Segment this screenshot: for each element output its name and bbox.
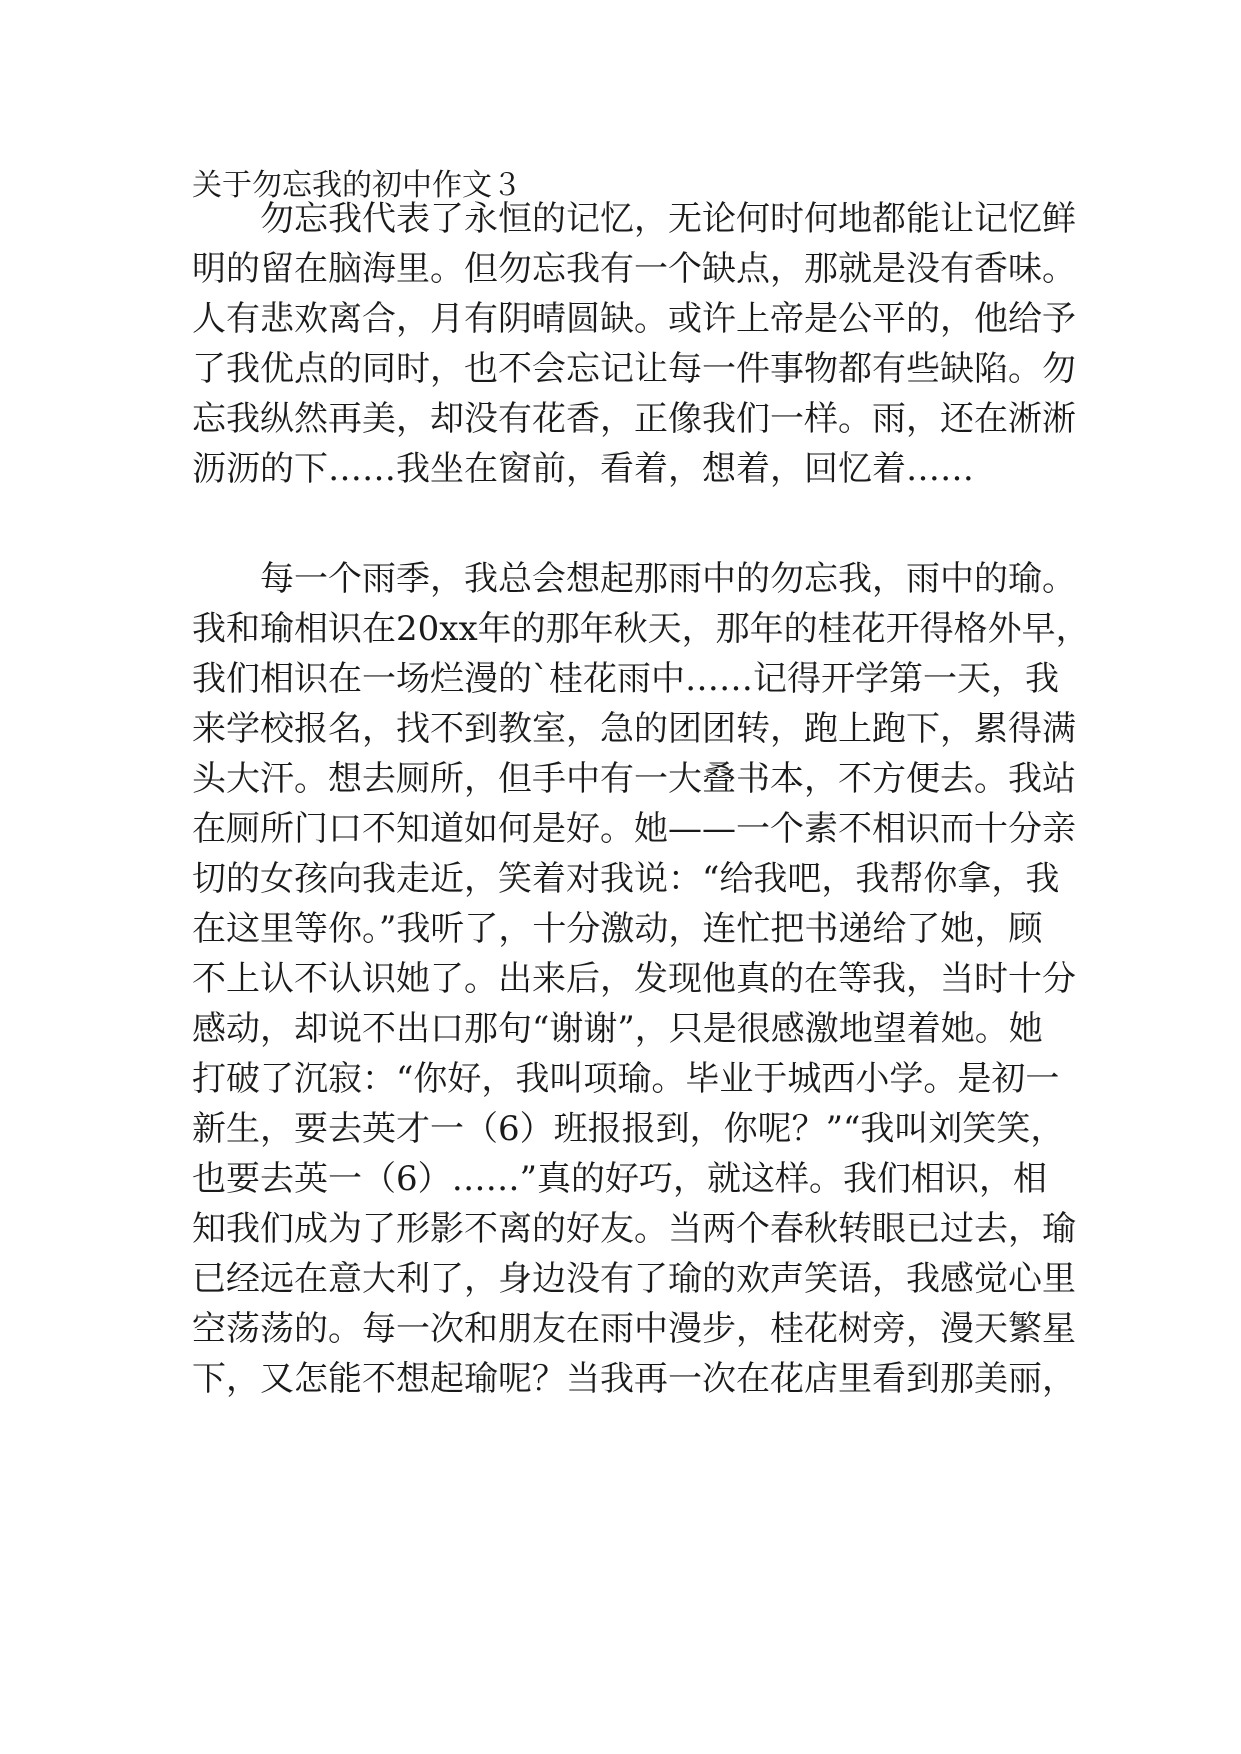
- paragraph-line: 空荡荡的。每一次和朋友在雨中漫步，桂花树旁，漫天繁星: [192, 1309, 1076, 1349]
- paragraph-line: 新生，要去英才一（6）班报报到，你呢？”“我叫刘笑笑，: [192, 1109, 1065, 1149]
- paragraph-line: 了我优点的同时，也不会忘记让每一件事物都有些缺陷。勿: [192, 349, 1076, 389]
- paragraph-line: 切的女孩向我走近，笑着对我说：“给我吧，我帮你拿，我: [192, 859, 1060, 899]
- paragraph-line: 忘我纵然再美，却没有花香，正像我们一样。雨，还在淅淅: [192, 399, 1076, 439]
- paragraph-line: 每一个雨季，我总会想起那雨中的勿忘我，雨中的瑜。: [260, 559, 1076, 599]
- paragraph-line: 已经远在意大利了，身边没有了瑜的欢声笑语，我感觉心里: [192, 1259, 1076, 1299]
- paragraph-line: 不上认不认识她了。出来后，发现他真的在等我，当时十分: [192, 959, 1076, 999]
- paragraph-line: 人有悲欢离合，月有阴晴圆缺。或许上帝是公平的，他给予: [192, 299, 1076, 339]
- paragraph-line: 我们相识在一场烂漫的`桂花雨中……记得开学第一天，我: [192, 659, 1059, 699]
- paragraph-line: 沥沥的下……我坐在窗前，看着，想着，回忆着……: [192, 449, 974, 489]
- paragraph-line: 下，又怎能不想起瑜呢？当我再一次在花店里看到那美丽，: [192, 1359, 1076, 1399]
- paragraph-line: 打破了沉寂：“你好，我叫项瑜。毕业于城西小学。是初一: [192, 1059, 1060, 1099]
- paragraph-line: 明的留在脑海里。但勿忘我有一个缺点，那就是没有香味。: [192, 249, 1076, 289]
- paragraph-line: 头大汗。想去厕所，但手中有一大叠书本，不方便去。我站: [192, 759, 1076, 799]
- paragraph-line: 在这里等你。”我听了，十分激动，连忙把书递给了她，顾: [192, 909, 1043, 949]
- paragraph-line: 来学校报名，找不到教室，急的团团转，跑上跑下，累得满: [192, 709, 1076, 749]
- paragraph-line: 也要去英一（6）……”真的好巧，就这样。我们相识，相: [192, 1159, 1048, 1199]
- document-title: 关于勿忘我的初中作文３: [192, 168, 522, 203]
- paragraph-line: 知我们成为了形影不离的好友。当两个春秋转眼已过去，瑜: [192, 1209, 1076, 1249]
- paragraph-line: 勿忘我代表了永恒的记忆，无论何时何地都能让记忆鲜: [260, 199, 1076, 239]
- paragraph-line: 感动，却说不出口那句“谢谢”，只是很感激地望着她。她: [192, 1009, 1043, 1049]
- paragraph-line: 在厕所门口不知道如何是好。她——一个素不相识而十分亲: [192, 809, 1076, 849]
- paragraph-line: 我和瑜相识在20xx年的那年秋天，那年的桂花开得格外早，: [192, 609, 1090, 649]
